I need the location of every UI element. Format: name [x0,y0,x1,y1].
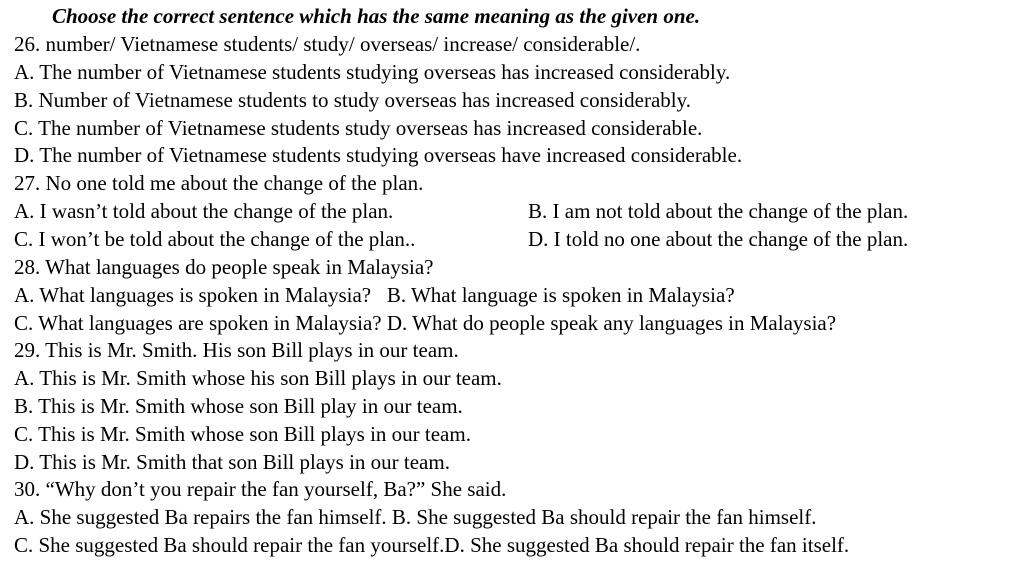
question-30-options-ab: A. She suggested Ba repairs the fan himself. B. She suggested Ba should repair the fan himself. [14,505,817,529]
question-26-option-b: B. Number of Vietnamese students to study overseas has increased considerably. [14,88,691,112]
question-30-prompt: 30. “Why don’t you repair the fan yourself, Ba?” She said. [14,477,507,501]
question-28-options-cd: C. What languages are spoken in Malaysia? D. What do people speak any languages in Malaysia? [14,311,837,335]
question-27-option-d: D. I told no one about the change of the plan. [528,227,909,251]
question-27-option-a: A. I wasn’t told about the change of the plan. [14,199,394,223]
question-29-option-a: A. This is Mr. Smith whose his son Bill plays in our team. [14,366,502,390]
question-28-options-ab: A. What languages is spoken in Malaysia? B. What language is spoken in Malaysia? [14,283,735,307]
question-29-prompt: 29. This is Mr. Smith. His son Bill plays in our team. [14,338,459,362]
question-27-option-b: B. I am not told about the change of the plan. [528,199,909,223]
question-30-options-cd: C. She suggested Ba should repair the fan yourself.D. She suggested Ba should repair the fan itself. [14,533,850,557]
question-26-option-d: D. The number of Vietnamese students studying overseas have increased considerable. [14,143,743,167]
question-29-option-d: D. This is Mr. Smith that son Bill plays in our team. [14,450,450,474]
instruction-heading: Choose the correct sentence which has the same meaning as the given one. [52,4,701,28]
question-27-prompt: 27. No one told me about the change of the plan. [14,171,424,195]
question-29-option-c: C. This is Mr. Smith whose son Bill plays in our team. [14,422,471,446]
question-29-option-b: B. This is Mr. Smith whose son Bill play in our team. [14,394,463,418]
question-26-option-c: C. The number of Vietnamese students study overseas has increased considerable. [14,116,703,140]
question-26-option-a: A. The number of Vietnamese students studying overseas has increased considerably. [14,60,731,84]
question-26-prompt: 26. number/ Vietnamese students/ study/ overseas/ increase/ considerable/. [14,32,641,56]
question-27-option-c: C. I won’t be told about the change of the plan.. [14,227,416,251]
question-28-prompt: 28. What languages do people speak in Malaysia? [14,255,434,279]
